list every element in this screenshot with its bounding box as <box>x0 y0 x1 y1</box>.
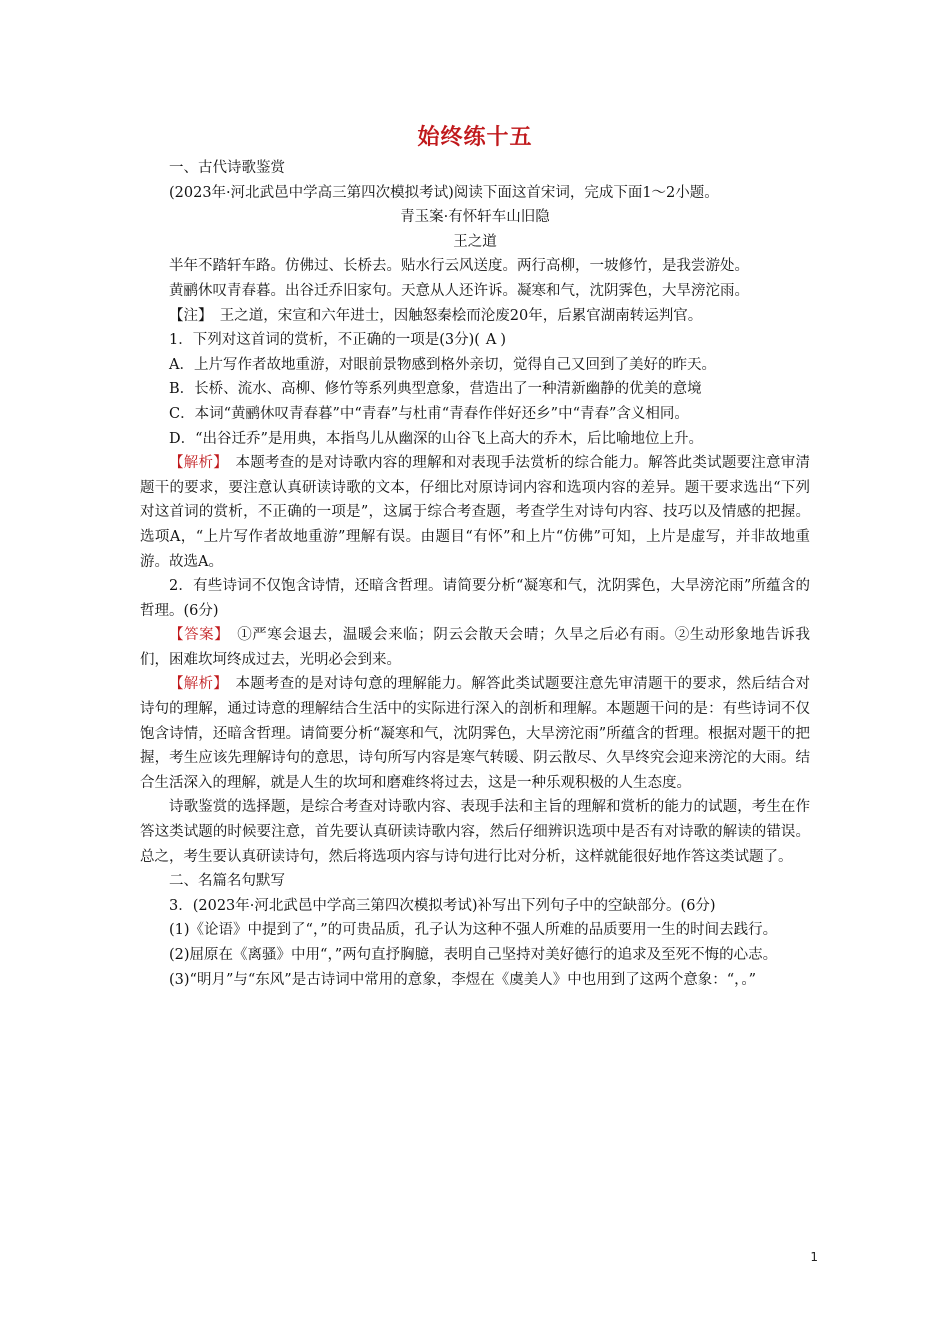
q3-item-2: (2)屈原在《离骚》中用“，”两句直抒胸臆，表明自己坚持对美好德行的追求及至死不悔的心志。 <box>169 947 778 963</box>
note-text: 王之道，宋宣和六年进士，因触怒秦桧而沦废20年，后累官湖南转运判官。 <box>219 307 703 324</box>
q2-answer-label: 【答案】 <box>169 627 223 644</box>
q1-analysis-text: 本题考查的是对诗歌内容的理解和对表现手法赏析的综合能力。解答此类试题要注意审清题干的要求，要注意认真研读诗歌的文本，仔细比对原诗词内容和选项内容的差异。题干要求选出“下列对这首词的赏析，不正确的一项是”，这属于综合考查题，考查学生对诗句内容、技巧以及情感的把握。选项A，“上片写作者故地重游”理解有误。由题目“有怀”和上片“仿佛”可知，上片是虚写，并非故地重游。故选A。 <box>140 455 811 570</box>
poem-author: 王之道 <box>453 233 497 250</box>
poem-stanza-2: 黄鹂休叹青春暮。出谷迁乔旧家句。天意从人还许诉。凝寒和气，沈阴霁色，大旱滂沱雨。 <box>169 282 749 299</box>
q1-answer: A <box>485 332 497 349</box>
q1-option-b: B．长桥、流水、高柳、修竹等系列典型意象，营造出了一种清新幽静的优美的意境 <box>169 381 702 398</box>
q2-answer-text: ①严寒会退去，温暖会来临；阴云会散天会晴；久旱之后必有雨。②生动形象地告诉我们，困难坎坷终成过去，光明必会到来。 <box>140 627 811 668</box>
q3-stem: 3．(2023年·河北武邑中学高三第四次模拟考试)补写出下列句子中的空缺部分。(6分) <box>169 897 716 914</box>
note-label: 【注】 <box>169 307 206 324</box>
q1-option-d: D．“出谷迁乔”是用典，本指鸟儿从幽深的山谷飞上高大的乔木，后比喻地位上升。 <box>169 430 703 447</box>
section2-heading: 二、名篇名句默写 <box>169 873 285 890</box>
q3-item-3: (3)“明月”与“东风”是古诗词中常用的意象，李煜在《虞美人》中也用到了这两个意象：“，。” <box>169 971 757 988</box>
q2-analysis <box>140 672 810 795</box>
page-number: 1 <box>810 1250 818 1264</box>
q1-analysis-label: 【解析】 <box>169 455 221 472</box>
section1-intro: (2023年·河北武邑中学高三第四次模拟考试)阅读下面这首宋词，完成下面1～2小题。 <box>169 184 719 201</box>
q2-summary: 诗歌鉴赏的选择题，是综合考查对诗歌内容、表现手法和主旨的理解和赏析的能力的试题，考生在作答这类试题的时候要注意，首先要认真研读诗歌内容，然后仔细辨识选项中是否有对诗歌的解读的错误。总之，考生要认真研读诗句，然后将选项内容与诗句进行比对分析，这样就能很好地作答这类试题了。 <box>140 799 810 865</box>
poem-note <box>140 304 810 329</box>
poem-stanza-1: 半年不踏轩车路。仿佛过、长桥去。贴水行云风送度。两行高柳，一坡修竹，是我尝游处。 <box>169 258 749 275</box>
poem-title: 青玉案·有怀轩车山旧隐 <box>400 209 550 226</box>
page-title: 始终练十五 <box>417 124 533 150</box>
q3-item-1: (1)《论语》中提到了“，”的可贵品质，孔子认为这种不强人所难的品质要用一生的时间去践行。 <box>169 922 778 939</box>
q2-analysis-label: 【解析】 <box>169 676 221 693</box>
q1-stem-end: ) <box>500 332 507 349</box>
q2-stem: 2．有些诗词不仅饱含诗情，还暗含哲理。请简要分析“凝寒和气，沈阴霁色，大旱滂沱雨”所蕴含的哲理。(6分) <box>140 578 810 619</box>
page-content <box>140 122 810 992</box>
q1-option-c: C．本词“黄鹂休叹青春暮”中“青春”与杜甫“青春作伴好还乡”中“青春”含义相同。 <box>169 405 689 422</box>
q2-answer <box>140 623 810 672</box>
q2-analysis-text: 本题考查的是对诗句意的理解能力。解答此类试题要注意先审清题干的要求，然后结合对诗句的理解，通过诗意的理解结合生活中的实际进行深入的剖析和理解。本题题干问的是：有些诗词不仅饱含诗情，还暗含哲理。请简要分析“凝寒和气，沈阴霁色，大旱滂沱雨”所蕴含的哲理。根据对题干的把握，考生应该先理解诗句的意思，诗句所写内容是寒气转暖、阴云散尽、久旱终究会迎来滂沱的大雨。结合生活深入的理解，就是人生的坎坷和磨难终将过去，这是一种乐观积极的人生态度。 <box>140 676 811 791</box>
section1-heading: 一、古代诗歌鉴赏 <box>169 160 285 176</box>
q1-option-a: A．上片写作者故地重游，对眼前景物感到格外亲切，觉得自己又回到了美好的昨天。 <box>169 356 716 373</box>
q1-stem <box>140 328 810 353</box>
q1-analysis <box>140 451 810 574</box>
q1-stem-text: 1．下列对这首词的赏析，不正确的一项是(3分)( <box>169 332 480 349</box>
